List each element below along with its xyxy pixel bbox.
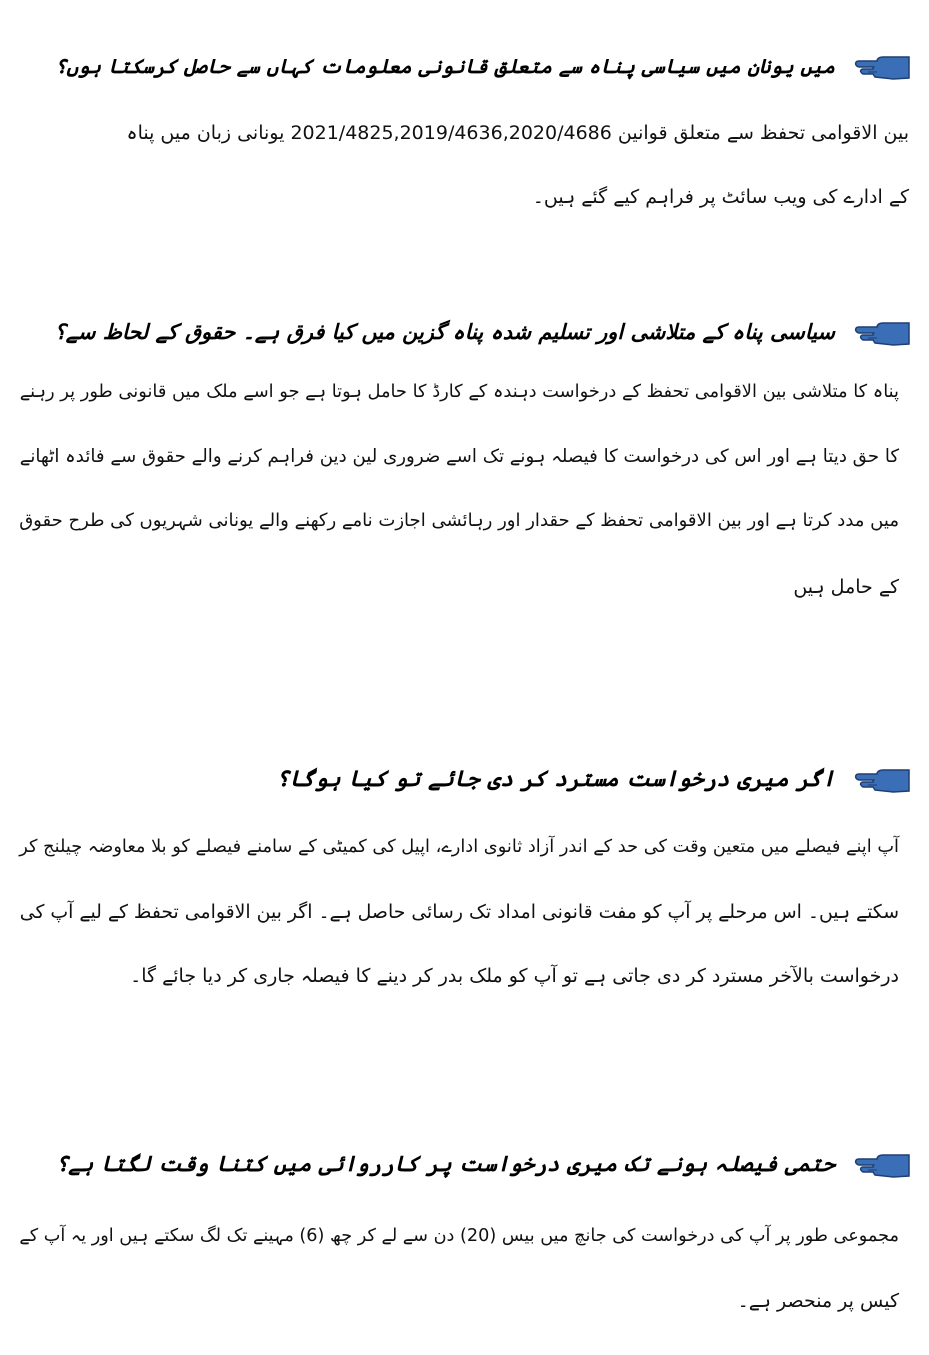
- question-heading: حتمی فیصلہ ہونے تک میری درخواست پر کارروائی میں کتنا وقت لگتا ہے؟: [55, 1151, 835, 1177]
- answer-line: کا حق دیتا ہے اور اس کی درخواست کا فیصلہ ہونے تک اسے ضروری لین دین فراہم کرنے والے حقوق سے فائدہ اٹھانے: [19, 446, 899, 467]
- answer-line: بین الاقوامی تحفظ سے متعلق قوانین 2021/4825,2019/4636,2020/4686 یونانی زبان میں پناہ: [126, 122, 909, 144]
- answer-line: مجموعی طور پر آپ کی درخواست کی جانچ میں بیس (20) دن سے لے کر چھ (6) مہینے تک لگ سکتے ہیں اور یہ آپ کے: [19, 1226, 899, 1246]
- answer-line: آپ اپنے فیصلے میں متعین وقت کی حد کے اندر آزاد ثانوی ادارے، اپیل کی کمیٹی کے سامنے فیصلے کو بلا معاوضہ چیلنج کر: [19, 837, 899, 857]
- question-heading: سیاسی پناہ کے متلاشی اور تسلیم شدہ پناہ گزین میں کیا فرق ہے۔ حقوق کے لحاظ سے؟: [54, 320, 835, 344]
- question-row: [276, 757, 911, 801]
- question-row: [55, 44, 911, 88]
- answer-line: پناہ کا متلاشی بین الاقوامی تحفظ کے درخواست دہندہ کے کارڈ کا حامل ہوتا ہے جو اسے ملک میں قانونی طور پر رہنے: [19, 381, 899, 402]
- question-heading: اگر میری درخواست مسترد کر دی جائے تو کیا ہوگا؟: [276, 766, 835, 792]
- question-row: [56, 1142, 911, 1186]
- answer-line: کے ادارے کی ویب سائٹ پر فراہم کیے گئے ہیں۔: [532, 186, 909, 208]
- answer-line: کیس پر منحصر ہے۔: [737, 1290, 899, 1312]
- answer-line: کے حامل ہیں: [793, 576, 899, 598]
- answer-line: سکتے ہیں۔ اس مرحلے پر آپ کو مفت قانونی امداد تک رسائی حاصل ہے۔ اگر بین الاقوامی تحفظ کے لیے آپ کی: [19, 901, 899, 923]
- question-heading: میں یونان میں سیاسی پناہ سے متعلق قانونی معلومات کہاں سے حاصل کرسکتا ہوں؟: [54, 54, 835, 78]
- answer-line: میں مدد کرتا ہے اور بین الاقوامی تحفظ کے حقدار اور رہائشی اجازت نامے رکھنے والے یونانی شہریوں کی طرح حقوق: [19, 510, 899, 531]
- answer-line: درخواست بالآخر مسترد کر دی جاتی ہے تو آپ کو ملک بدر کر دینے کا فیصلہ جاری کر دیا جائے گا۔: [130, 965, 899, 987]
- pointing-hand-icon: [853, 764, 911, 794]
- pointing-hand-icon: [853, 1149, 911, 1179]
- question-row: [55, 310, 911, 354]
- pointing-hand-icon: [853, 51, 911, 81]
- pointing-hand-icon: [853, 317, 911, 347]
